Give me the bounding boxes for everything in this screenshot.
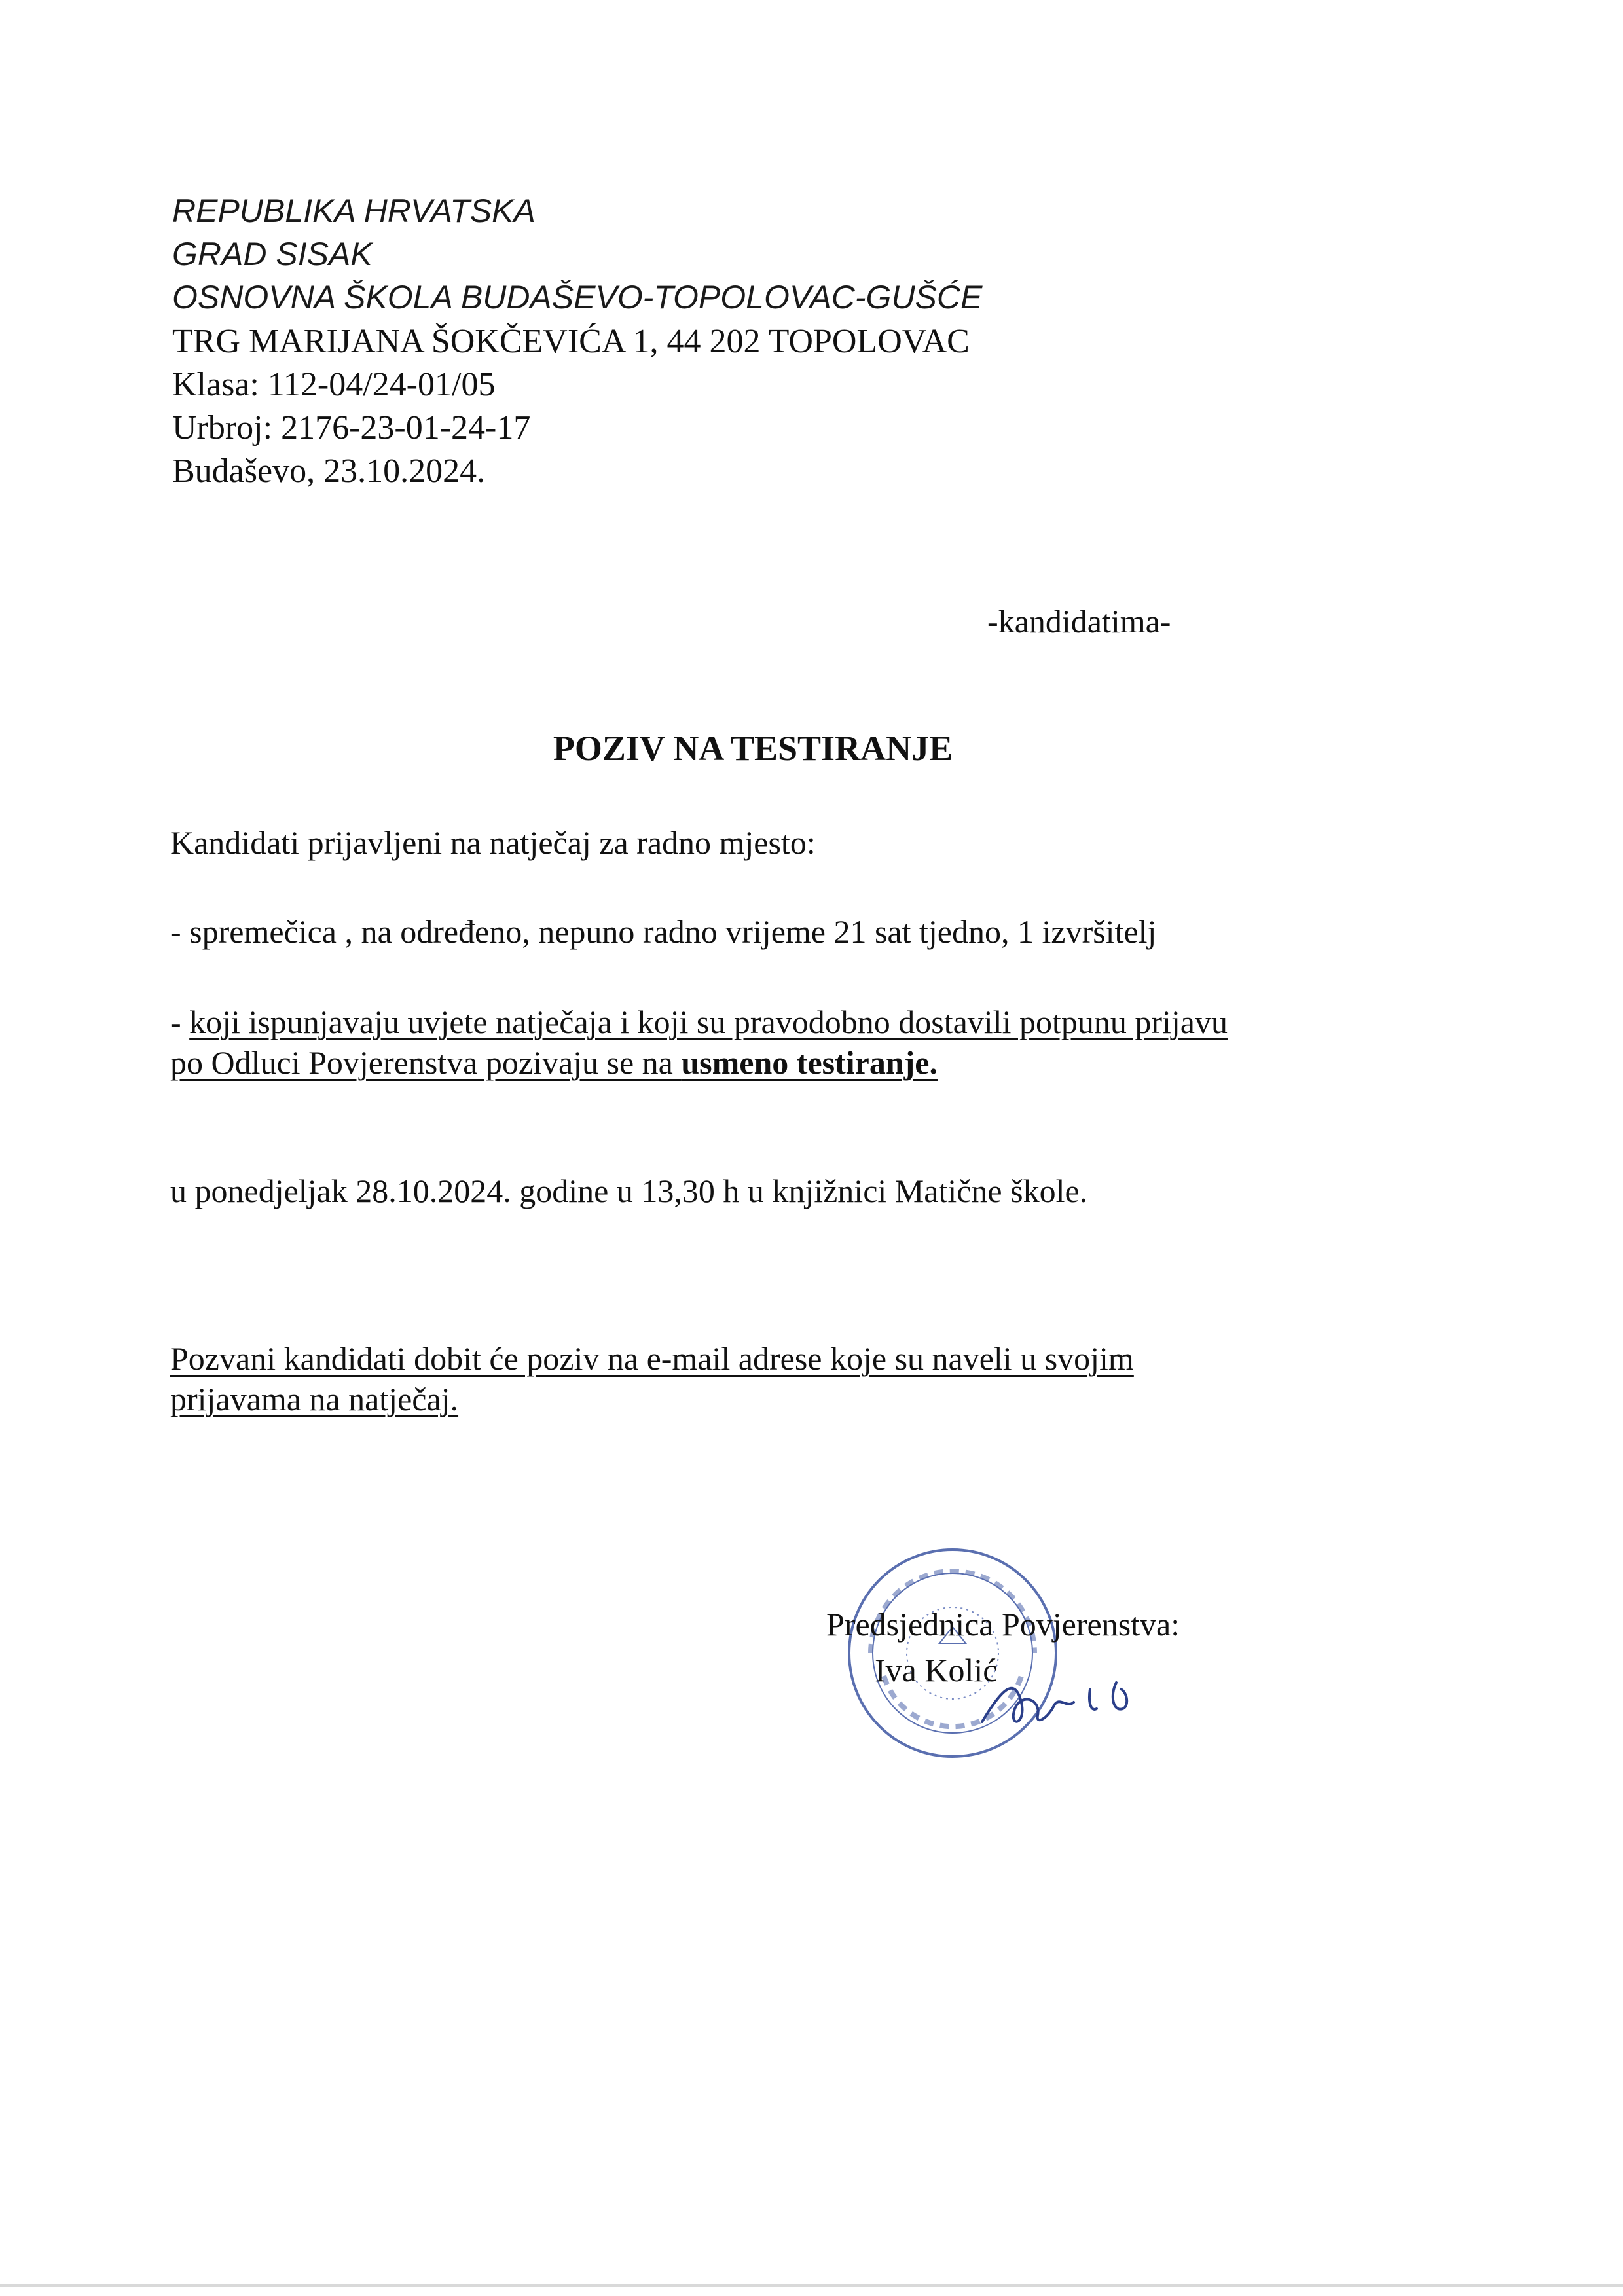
header-address: TRG MARIJANA ŠOKČEVIĆA 1, 44 202 TOPOLOVAC <box>172 323 970 360</box>
signatory-role: Predsjednica Povjerenstva: <box>826 1606 1180 1643</box>
requirement-line-2 <box>170 1042 938 1083</box>
handwritten-signature <box>976 1663 1146 1741</box>
header-urbroj: Urbroj: 2176-23-01-24-17 <box>172 409 531 446</box>
recipient: -kandidatima- <box>987 603 1171 640</box>
requirement-emphasis: usmeno testiranje. <box>681 1044 938 1081</box>
intro-text: Kandidati prijavljeni na natječaj za radno mjesto: <box>170 824 816 861</box>
header-klasa: Klasa: 112-04/24-01/05 <box>172 366 496 403</box>
note-line-1: Pozvani kandidati dobit će poziv na e-mail adrese koje su naveli u svojim <box>170 1340 1134 1377</box>
header-country: REPUBLIKA HRVATSKA <box>172 192 536 229</box>
requirement-line-1 <box>170 1002 1228 1042</box>
requirement-text-1: koji ispunjavaju uvjete natječaja i koji su pravodobno dostavili potpunu prijavu <box>189 1004 1228 1040</box>
signatory-name: Iva Kolić <box>875 1652 998 1688</box>
requirement-text-2: po Odluci Povjerenstva pozivaju se na <box>170 1044 682 1081</box>
position-text: - spremečica , na određeno, nepuno radno vrijeme 21 sat tjedno, 1 izvršitelj <box>170 913 1157 950</box>
header-place-date: Budaševo, 23.10.2024. <box>172 452 486 490</box>
note-line-2: prijavama na natječaj. <box>170 1381 459 1417</box>
header-school: OSNOVNA ŠKOLA BUDAŠEVO-TOPOLOVAC-GUŠĆE <box>172 279 983 316</box>
requirement-dash: - <box>170 1004 190 1040</box>
header-city: GRAD SISAK <box>172 236 373 272</box>
document-title: POZIV NA TESTIRANJE <box>553 729 953 768</box>
page-bottom-edge <box>0 2284 1623 2287</box>
test-date-text: u ponedjeljak 28.10.2024. godine u 13,30 h u knjižnici Matične škole. <box>170 1173 1088 1209</box>
